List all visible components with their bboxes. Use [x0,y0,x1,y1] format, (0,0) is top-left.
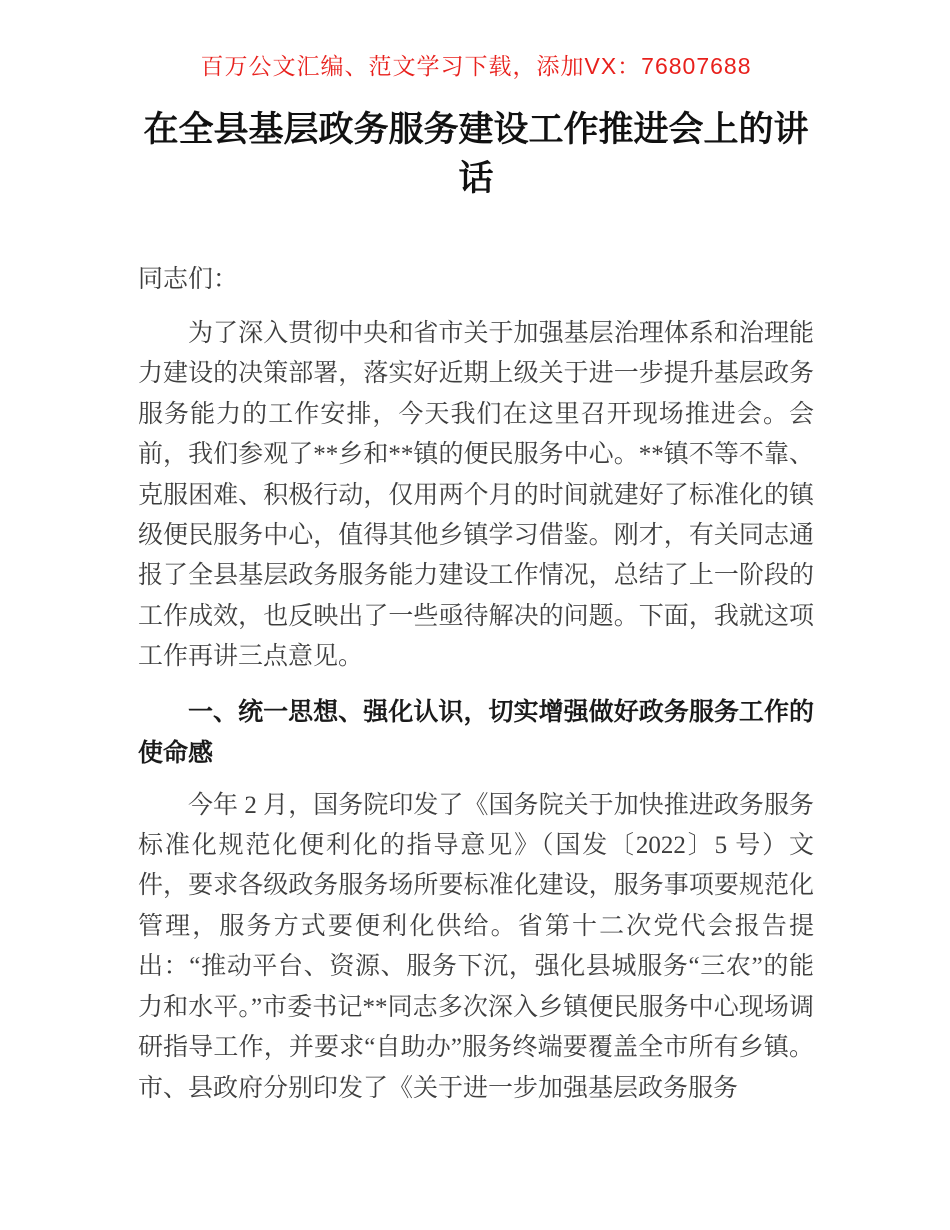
promo-banner: 百万公文汇编、范文学习下载，添加VX：76807688 [200,53,752,79]
salutation-line: 同志们： [138,266,239,293]
document-content [138,0,814,1109]
body-paragraph-2: 今年 2 月，国务院印发了《国务院关于加快推进政务服务标准化规范化便利化的指导意见》（国发〔2022〕5 号）文件，要求各级政务服务场所要标准化建设，服务事项要规范化管理，服务方式要便利化供给。省第十二次党代会报告提出：“推动平台、资源、服务下沉，强化县城服务“三农”的能力和水平。”市委书记**同志多次深入乡镇便民服务中心现场调研指导工作，并要求“自助办”服务终端要覆盖全市所有乡镇。市、县政府分别印发了《关于进一步加强基层政务服务 [138,791,814,1102]
body-paragraph-1: 为了深入贯彻中央和省市关于加强基层治理体系和治理能力建设的决策部署，落实好近期上级关于进一步提升基层政务服务能力的工作安排，今天我们在这里召开现场推进会。会前，我们参观了**乡和**镇的便民服务中心。**镇不等不靠、克服困难、积极行动，仅用两个月的时间就建好了标准化的镇级便民服务中心，值得其他乡镇学习借鉴。刚才，有关同志通报了全县基层政务服务能力建设工作情况，总结了上一阶段的工作成效，也反映出了一些亟待解决的问题。下面，我就这项工作再讲三点意见。 [138,320,814,671]
section-heading-1: 一、统一思想、强化认识，切实增强做好政务服务工作的使命感 [138,697,814,768]
document-title: 在全县基层政务服务建设工作推进会上的讲话 [143,110,809,198]
